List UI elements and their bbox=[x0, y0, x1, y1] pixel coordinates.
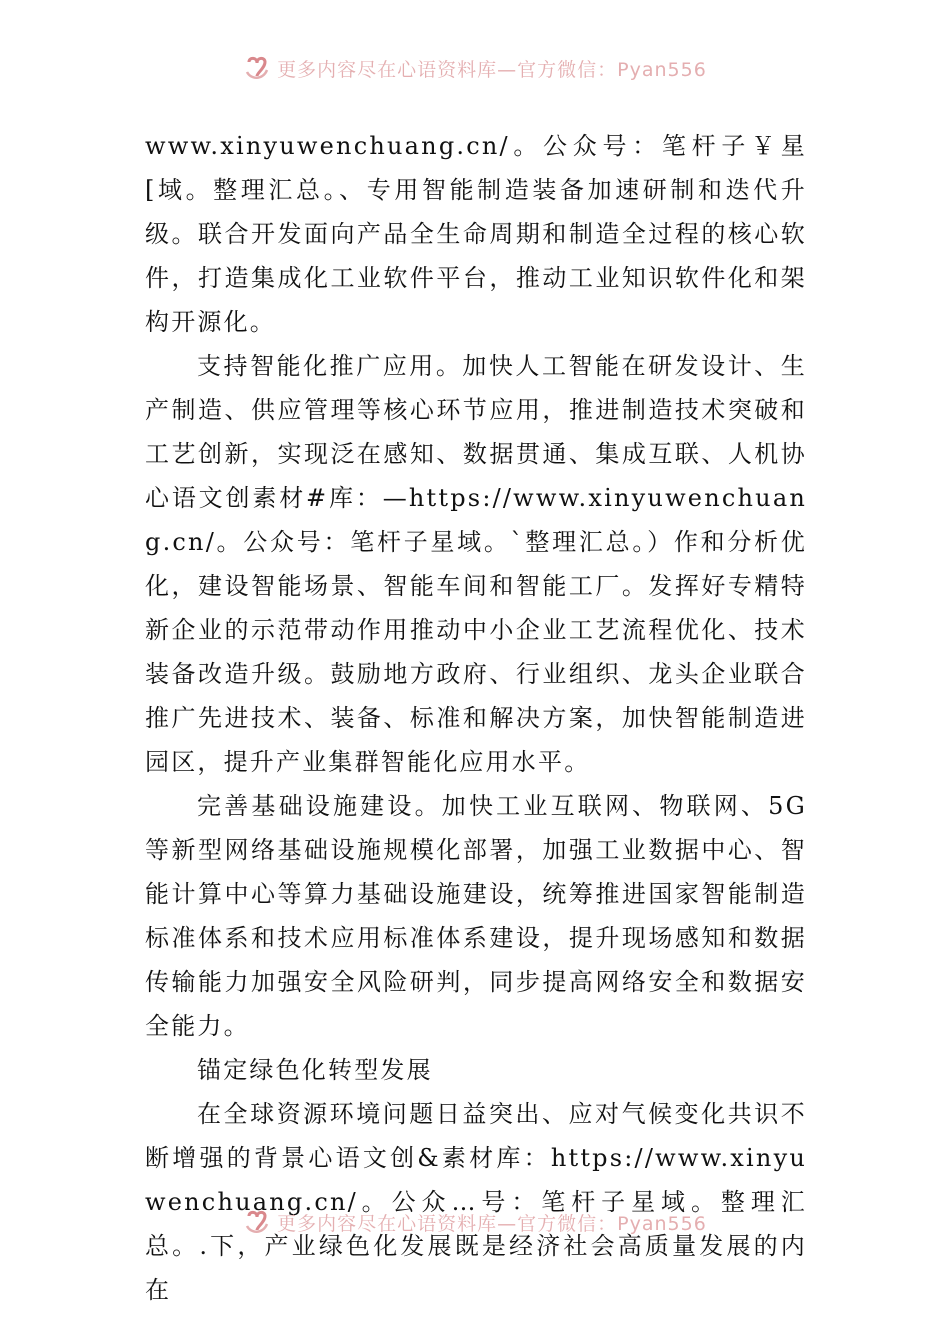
section-heading: 锚定绿色化转型发展 bbox=[197, 1056, 433, 1084]
watermark-text: 更多内容尽在心语资料库—官方微信：Pyan556 bbox=[277, 1212, 707, 1235]
heart-swirl-logo-icon bbox=[243, 54, 271, 82]
paragraph-4: 在全球资源环境问题日益突出、应对气候变化共识不断增强的背景心语文创&素材库：https://www.xinyuwenchuang.cn/。公众…号：笔杆子星域。整理汇总。.下，产业绿色化发展既是经济社会高质量发展的内在 bbox=[145, 1100, 807, 1304]
header-watermark bbox=[0, 48, 950, 88]
paragraph-3: 完善基础设施建设。加快工业互联网、物联网、5G等新型网络基础设施规模化部署，加强工业数据中心、智能计算中心等算力基础设施建设，统筹推进国家智能制造标准体系和技术应用标准体系建设，提升现场感知和数据传输能力加强安全风险研判，同步提高网络安全和数据安全能力。 bbox=[145, 792, 807, 1040]
paragraph-2: 支持智能化推广应用。加快人工智能在研发设计、生产制造、供应管理等核心环节应用，推进制造技术突破和工艺创新，实现泛在感知、数据贯通、集成互联、人机协心语文创素材#库：—https://www.xinyuwenchuang.cn/。公众号：笔杆子星域。`整理汇总。）作和分析优化，建设智能场景、智能车间和智能工厂。发挥好专精特新企业的示范带动作用推动中小企业工艺流程优化、技术装备改造升级。鼓励地方政府、行业组织、龙头企业联合推广先进技术、装备、标准和解决方案，加快智能制造进园区，提升产业集群智能化应用水平。 bbox=[145, 352, 807, 776]
document-body bbox=[145, 124, 807, 1312]
heart-swirl-logo-icon bbox=[243, 1208, 271, 1236]
paragraph-1: www.xinyuwenchuang.cn/。公众号：笔杆子￥星[域。整理汇总。、专用智能制造装备加速研制和迭代升级。联合开发面向产品全生命周期和制造全过程的核心软件，打造集成化工业软件平台，推动工业知识软件化和架构开源化。 bbox=[145, 132, 807, 336]
footer-watermark bbox=[0, 1202, 950, 1242]
watermark-text: 更多内容尽在心语资料库—官方微信：Pyan556 bbox=[277, 58, 707, 81]
